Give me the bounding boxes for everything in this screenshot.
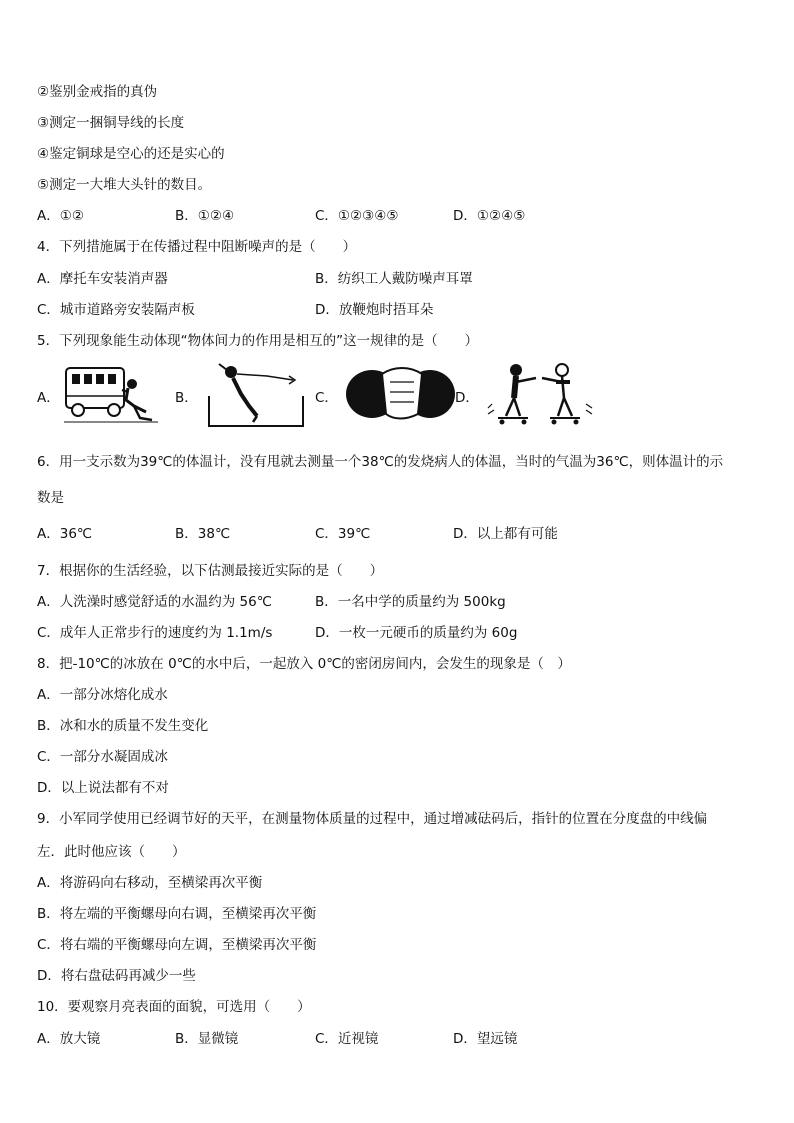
q6-stem-line1: 6．用一支示数为39℃的体温计，没有甩就去测量一个38℃的发烧病人的体温，当时的气温为36℃，则体温计的示 (37, 454, 724, 470)
q10-option-b: B．显微镜 (175, 1031, 239, 1047)
q7-option-d: D．一枚一元硬币的质量约为 60g (315, 625, 518, 641)
q8-option-c: C．一部分水凝固成冰 (37, 749, 168, 765)
q7-option-c: C．成年人正常步行的速度约为 1.1m/s (37, 625, 273, 641)
q5-option-a-label: A． (37, 390, 60, 406)
q9-option-d: D．将右盘砝码再减少一些 (37, 968, 196, 984)
q7-stem: 7．根据你的生活经验，以下估测最接近实际的是（ ） (37, 563, 384, 579)
q10-option-c: C．近视镜 (315, 1031, 379, 1047)
q3-item-4: ④鉴定铜球是空心的还是实心的 (37, 146, 225, 162)
q3-option-d: D．①②④⑤ (453, 208, 526, 224)
q8-stem: 8．把-10℃的冰放在 0℃的水中后，一起放入 0℃的密闭房间内，会发生的现象是（ ） (37, 656, 571, 672)
q5-option-c-label: C． (315, 390, 338, 406)
q10-option-a: A．放大镜 (37, 1031, 101, 1047)
q9-option-c: C．将右端的平衡螺母向左调，至横梁再次平衡 (37, 937, 317, 953)
q4-option-c: C．城市道路旁安装隔声板 (37, 302, 195, 318)
q6-option-a: A．36℃ (37, 526, 93, 542)
q7-option-a: A．人洗澡时感觉舒适的水温约为 56℃ (37, 594, 272, 610)
q3-option-c: C．①②③④⑤ (315, 208, 399, 224)
q5-option-b-label: B． (175, 390, 198, 406)
q3-item-3: ③测定一捆铜导线的长度 (37, 115, 185, 131)
q5-stem: 5．下列现象能生动体现“物体间力的作用是相互的”这一规律的是（ ） (37, 333, 479, 349)
q5-figure-a-bus-push (64, 362, 160, 424)
q7-option-b: B．一名中学的质量约为 500kg (315, 594, 506, 610)
q3-option-a: A．①② (37, 208, 84, 224)
q3-item-5: ⑤测定一大堆大头针的数目。 (37, 177, 212, 193)
q10-stem: 10．要观察月亮表面的面貌，可选用（ ） (37, 999, 311, 1015)
q3-option-b: B．①②④ (175, 208, 235, 224)
q4-option-d: D．放鞭炮时捂耳朵 (315, 302, 434, 318)
q6-option-b: B．38℃ (175, 526, 231, 542)
q9-option-a: A．将游码向右移动，至横梁再次平衡 (37, 875, 263, 891)
q4-option-b: B．纺织工人戴防噪声耳罩 (315, 271, 473, 287)
q6-stem-line2: 数是 (37, 490, 64, 506)
q9-option-b: B．将左端的平衡螺母向右调，至横梁再次平衡 (37, 906, 317, 922)
q5-figure-d-skateboard-push (484, 360, 596, 428)
q10-option-d: D．望远镜 (453, 1031, 518, 1047)
q6-option-c: C．39℃ (315, 526, 371, 542)
q8-option-d: D．以上说法都有不对 (37, 780, 169, 796)
q5-option-d-label: D． (455, 390, 479, 406)
q4-stem: 4．下列措施属于在传播过程中阻断噪声的是（ ） (37, 239, 357, 255)
q5-figure-c-ball-squeeze (342, 362, 458, 424)
q3-item-2: ②鉴别金戒指的真伪 (37, 84, 158, 100)
q8-option-a: A．一部分冰熔化成水 (37, 687, 168, 703)
q5-figure-b-swimmer-dive (207, 360, 307, 428)
q8-option-b: B．冰和水的质量不发生变化 (37, 718, 209, 734)
q9-stem-line1: 9．小军同学使用已经调节好的天平，在测量物体质量的过程中，通过增减砝码后，指针的位置在分度盘的中线偏 (37, 811, 708, 827)
q6-option-d: D．以上都有可能 (453, 526, 558, 542)
q9-stem-line2: 左．此时他应该（ ） (37, 844, 186, 860)
q4-option-a: A．摩托车安装消声器 (37, 271, 168, 287)
